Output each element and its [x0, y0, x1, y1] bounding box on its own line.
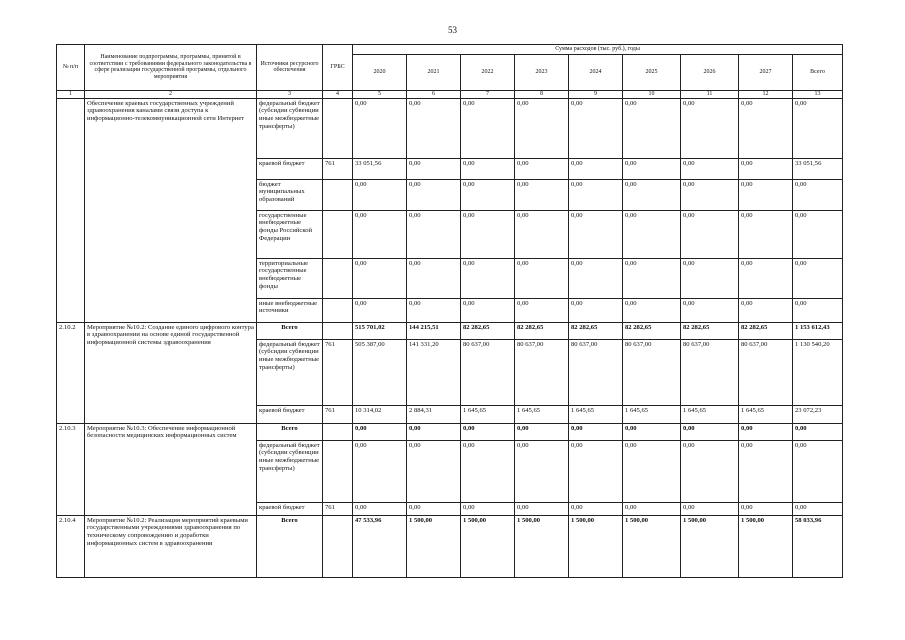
year-value: 0,00 [623, 179, 681, 210]
funding-source: краевой бюджет [257, 502, 323, 515]
year-value: 0,00 [407, 423, 461, 440]
column-index: 3 [257, 90, 323, 98]
item-number [57, 98, 85, 322]
total-value: 0,00 [793, 502, 843, 515]
year-value: 0,00 [461, 158, 515, 179]
year-value: 141 331,20 [407, 339, 461, 405]
year-value: 0,00 [353, 258, 407, 298]
year-value: 0,00 [623, 98, 681, 158]
funding-source: государственные внебюджетные фонды Российской Федерации [257, 210, 323, 258]
year-value: 1 645,65 [739, 405, 793, 423]
year-value: 10 314,02 [353, 405, 407, 423]
year-value: 0,00 [569, 440, 623, 502]
header-year: 2025 [623, 54, 681, 90]
year-value: 0,00 [681, 423, 739, 440]
column-index: 2 [85, 90, 257, 98]
column-index: 4 [323, 90, 353, 98]
header-year: Всего [793, 54, 843, 90]
year-value: 0,00 [623, 158, 681, 179]
year-value: 0,00 [569, 258, 623, 298]
year-value: 0,00 [461, 423, 515, 440]
funding-source: бюджет муниципальных образований [257, 179, 323, 210]
grbs-code [323, 179, 353, 210]
year-value: 0,00 [515, 298, 569, 322]
year-value: 0,00 [739, 158, 793, 179]
table-row [57, 423, 843, 440]
total-value: 0,00 [793, 440, 843, 502]
header-year: 2026 [681, 54, 739, 90]
year-value: 82 282,65 [461, 322, 515, 339]
grbs-code [323, 440, 353, 502]
year-value: 0,00 [407, 298, 461, 322]
total-value: 1 153 612,43 [793, 322, 843, 339]
year-value: 0,00 [461, 502, 515, 515]
year-value: 0,00 [681, 440, 739, 502]
year-value: 80 637,00 [681, 339, 739, 405]
year-value: 0,00 [407, 158, 461, 179]
year-value: 80 637,00 [461, 339, 515, 405]
year-value: 144 215,51 [407, 322, 461, 339]
year-value: 80 637,00 [739, 339, 793, 405]
funding-source: Всего [257, 423, 323, 440]
header-sum-group: Сумма расходов (тыс. руб.), годы [353, 45, 843, 55]
year-value: 0,00 [569, 210, 623, 258]
funding-source: федеральный бюджет (субсидии субвенции иные межбюджетные трансферты) [257, 339, 323, 405]
year-value: 0,00 [569, 179, 623, 210]
year-value: 2 884,31 [407, 405, 461, 423]
header-name: Наименование подпрограммы, программы, принятой в соответствии с требованиями федерального законодательства в сфере реализации государственной программы, отдельного мероприятия [85, 45, 257, 91]
year-value: 0,00 [623, 502, 681, 515]
year-value: 0,00 [407, 98, 461, 158]
year-value: 0,00 [353, 210, 407, 258]
year-value: 0,00 [353, 423, 407, 440]
header-num: № п/п [57, 45, 85, 91]
year-value: 0,00 [623, 423, 681, 440]
grbs-code: 761 [323, 339, 353, 405]
item-name: Мероприятие №10.2: Реализация мероприятий краевыми государственными учреждениями здравоохранения по техническому сопровождению и доработки информационных систем в здравоохранении [85, 515, 257, 577]
year-value: 80 637,00 [569, 339, 623, 405]
header-year: 2024 [569, 54, 623, 90]
budget-table [56, 44, 843, 578]
grbs-code: 761 [323, 405, 353, 423]
year-value: 80 637,00 [515, 339, 569, 405]
header-year: 2023 [515, 54, 569, 90]
year-value: 0,00 [353, 179, 407, 210]
year-value: 0,00 [623, 298, 681, 322]
column-index: 6 [407, 90, 461, 98]
total-value: 33 051,56 [793, 158, 843, 179]
year-value: 0,00 [681, 502, 739, 515]
year-value: 1 645,65 [623, 405, 681, 423]
year-value: 0,00 [739, 502, 793, 515]
grbs-code: 761 [323, 158, 353, 179]
header-year: 2027 [739, 54, 793, 90]
year-value: 0,00 [569, 98, 623, 158]
funding-source: иные внебюджетные источники [257, 298, 323, 322]
year-value: 0,00 [623, 440, 681, 502]
column-index: 10 [623, 90, 681, 98]
year-value: 82 282,65 [623, 322, 681, 339]
year-value: 0,00 [569, 502, 623, 515]
year-value: 1 645,65 [461, 405, 515, 423]
item-number: 2.10.4 [57, 515, 85, 577]
year-value: 0,00 [353, 440, 407, 502]
year-value: 0,00 [739, 298, 793, 322]
page-number: 53 [448, 25, 457, 35]
year-value: 0,00 [515, 210, 569, 258]
item-name: Обеспечение краевых государственных учреждений здравоохранения каналами связи доступа к информационно-телекоммуникационной сети Интернет [85, 98, 257, 322]
year-value: 0,00 [569, 423, 623, 440]
year-value: 0,00 [353, 502, 407, 515]
total-value: 0,00 [793, 179, 843, 210]
grbs-code [323, 515, 353, 577]
year-value: 0,00 [681, 98, 739, 158]
year-value: 505 387,00 [353, 339, 407, 405]
year-value: 0,00 [461, 179, 515, 210]
year-value: 33 051,56 [353, 158, 407, 179]
column-index: 7 [461, 90, 515, 98]
year-value: 0,00 [681, 298, 739, 322]
funding-source: краевой бюджет [257, 158, 323, 179]
year-value: 82 282,65 [515, 322, 569, 339]
year-value: 0,00 [407, 502, 461, 515]
year-value: 0,00 [739, 98, 793, 158]
year-value: 1 645,65 [681, 405, 739, 423]
year-value: 0,00 [681, 210, 739, 258]
year-value: 0,00 [407, 179, 461, 210]
table-row [57, 98, 843, 158]
year-value: 0,00 [515, 98, 569, 158]
total-value: 0,00 [793, 258, 843, 298]
funding-source: федеральный бюджет (субсидии субвенции иные межбюджетные трансферты) [257, 98, 323, 158]
year-value: 0,00 [461, 258, 515, 298]
total-value: 0,00 [793, 423, 843, 440]
total-value: 23 072,23 [793, 405, 843, 423]
year-value: 0,00 [515, 423, 569, 440]
year-value: 1 500,00 [515, 515, 569, 577]
grbs-code [323, 298, 353, 322]
year-value: 0,00 [353, 298, 407, 322]
year-value: 1 500,00 [623, 515, 681, 577]
grbs-code [323, 423, 353, 440]
year-value: 0,00 [681, 179, 739, 210]
funding-source: краевой бюджет [257, 405, 323, 423]
year-value: 0,00 [353, 98, 407, 158]
year-value: 82 282,65 [739, 322, 793, 339]
year-value: 1 645,65 [569, 405, 623, 423]
funding-source: территориальные государственные внебюджетные фонды [257, 258, 323, 298]
year-value: 80 637,00 [623, 339, 681, 405]
column-index: 11 [681, 90, 739, 98]
grbs-code [323, 210, 353, 258]
year-value: 0,00 [461, 210, 515, 258]
year-value: 1 500,00 [407, 515, 461, 577]
header-year: 2022 [461, 54, 515, 90]
item-name: Мероприятие №10.2: Создание единого цифрового контура в здравоохранении на основе единой государственной информационной системы здравоохранения [85, 322, 257, 423]
year-value: 0,00 [461, 440, 515, 502]
year-value: 47 533,96 [353, 515, 407, 577]
year-value: 1 500,00 [461, 515, 515, 577]
year-value: 1 645,65 [515, 405, 569, 423]
item-number: 2.10.2 [57, 322, 85, 423]
column-index: 8 [515, 90, 569, 98]
year-value: 0,00 [569, 298, 623, 322]
funding-source: федеральный бюджет (субсидии субвенции иные межбюджетные трансферты) [257, 440, 323, 502]
year-value: 0,00 [623, 210, 681, 258]
year-value: 0,00 [739, 258, 793, 298]
column-index: 9 [569, 90, 623, 98]
year-value: 0,00 [681, 158, 739, 179]
year-value: 1 500,00 [569, 515, 623, 577]
year-value: 0,00 [515, 158, 569, 179]
column-index: 12 [739, 90, 793, 98]
year-value: 515 701,02 [353, 322, 407, 339]
column-index: 5 [353, 90, 407, 98]
year-value: 1 500,00 [739, 515, 793, 577]
year-value: 0,00 [407, 440, 461, 502]
year-value: 0,00 [515, 179, 569, 210]
item-number: 2.10.3 [57, 423, 85, 515]
total-value: 58 033,96 [793, 515, 843, 577]
year-value: 82 282,65 [681, 322, 739, 339]
header-year: 2020 [353, 54, 407, 90]
year-value: 82 282,65 [569, 322, 623, 339]
grbs-code: 761 [323, 502, 353, 515]
year-value: 0,00 [515, 502, 569, 515]
funding-source: Всего [257, 322, 323, 339]
year-value: 0,00 [515, 440, 569, 502]
year-value: 1 500,00 [681, 515, 739, 577]
table-row [57, 322, 843, 339]
year-value: 0,00 [739, 179, 793, 210]
funding-source: Всего [257, 515, 323, 577]
year-value: 0,00 [739, 440, 793, 502]
year-value: 0,00 [407, 258, 461, 298]
column-index: 13 [793, 90, 843, 98]
header-year: 2021 [407, 54, 461, 90]
grbs-code [323, 258, 353, 298]
total-value: 0,00 [793, 210, 843, 258]
total-value: 0,00 [793, 98, 843, 158]
year-value: 0,00 [461, 98, 515, 158]
header-source: Источники ресурсного обеспечения [257, 45, 323, 91]
column-index: 1 [57, 90, 85, 98]
grbs-code [323, 98, 353, 158]
total-value: 1 130 540,20 [793, 339, 843, 405]
year-value: 0,00 [515, 258, 569, 298]
header-grbs: ГРБС [323, 45, 353, 91]
table-row [57, 515, 843, 577]
year-value: 0,00 [739, 423, 793, 440]
total-value: 0,00 [793, 298, 843, 322]
item-name: Мероприятие №10.3: Обеспечение информационной безопасности медицинских информационных систем [85, 423, 257, 515]
grbs-code [323, 322, 353, 339]
year-value: 0,00 [569, 158, 623, 179]
year-value: 0,00 [623, 258, 681, 298]
year-value: 0,00 [739, 210, 793, 258]
year-value: 0,00 [681, 258, 739, 298]
year-value: 0,00 [407, 210, 461, 258]
year-value: 0,00 [461, 298, 515, 322]
